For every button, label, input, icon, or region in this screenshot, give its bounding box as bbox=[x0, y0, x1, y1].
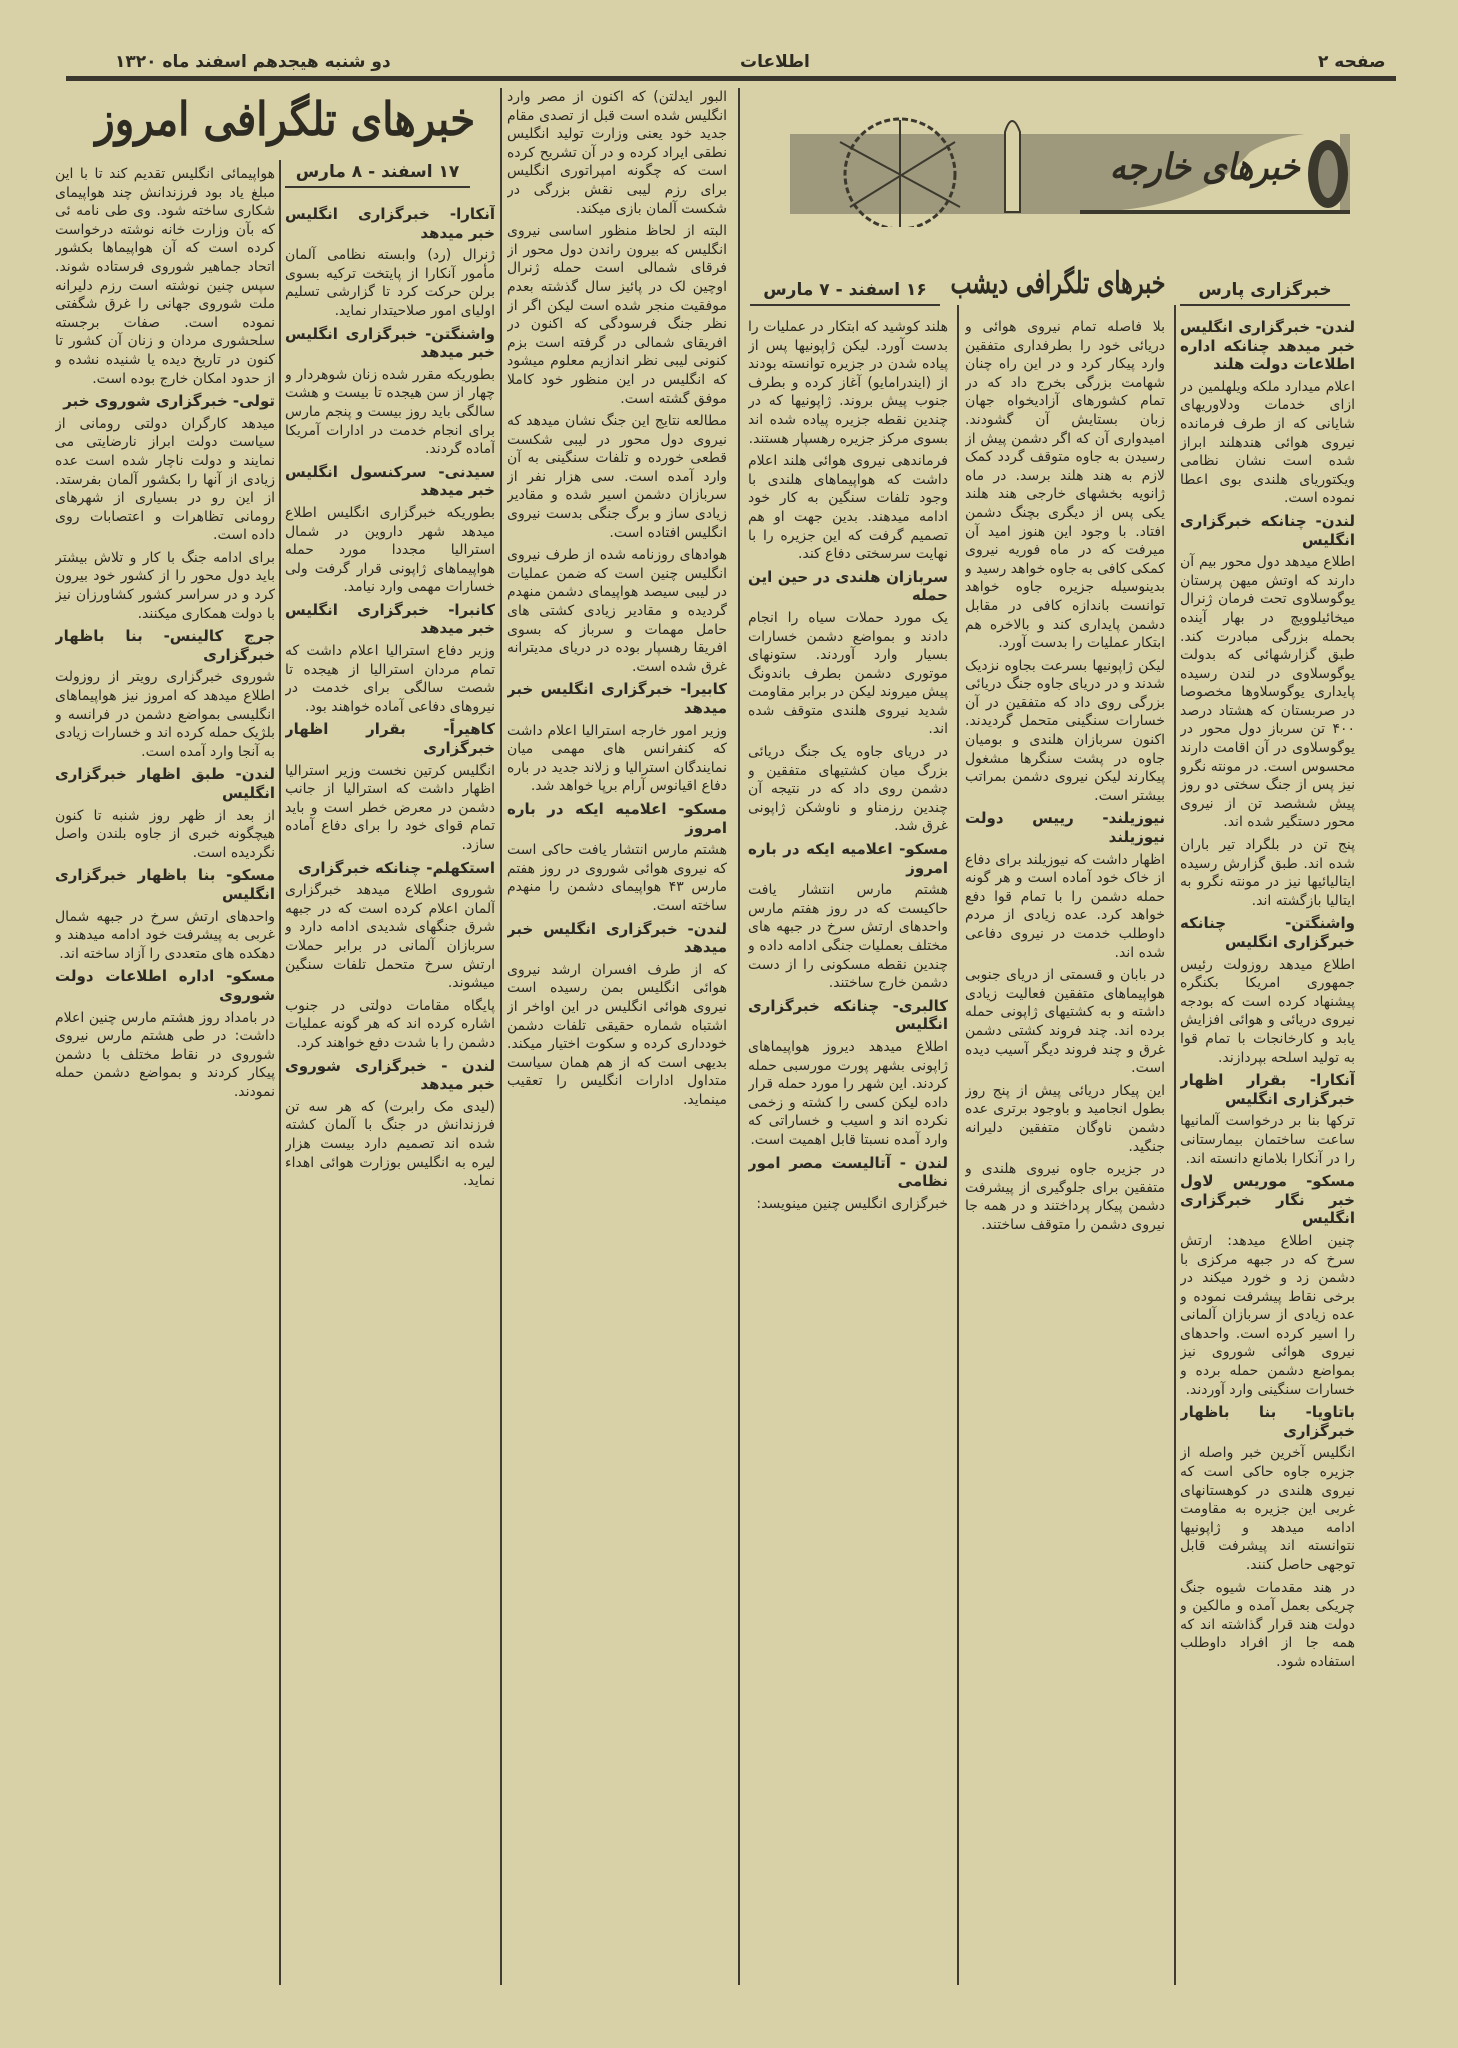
column-rule bbox=[738, 88, 740, 1985]
news-paragraph: اظهار داشت که نیوزیلند برای دفاع از خاک خود آماده است و هر گونه حمله دشمن را با تمام قوا دفع خواهد کرد. عده زیادی از مردم داوطلب خدمت در نیروی دفاعی شده اند. bbox=[965, 851, 1165, 961]
news-dateline: مسکو- موریس لاول خبر نگار خبرگزاری انگلیس bbox=[1180, 1172, 1355, 1228]
column-rule bbox=[500, 88, 502, 1985]
news-paragraph: لیکن ژاپونیها بسرعت بجاوه نزدیک شدند و در دریای جاوه جنگ دریائی بزرگی روی داد که متفقین در آن خسارات سنگینی متحمل گردیدند. اکنون سربازان هلندی و بومیان جاوه در پشت سنگرها مشغول پیکارند لیکن نیروی دشمن بمراتب بیشتر است. bbox=[965, 657, 1165, 804]
news-dateline: مسکو- اداره اطلاعات دولت شوروی bbox=[55, 967, 275, 1004]
news-paragraph: بطوریکه خبرگزاری انگلیس اطلاع میدهد شهر داروین در شمال استرالیا مجددا مورد حمله هواپیماهای ژاپونی قرار گرفت ولی خسارات مهمی وارد نیامد. bbox=[285, 504, 495, 596]
news-dateline: لندن- خبرگزاری انگلیس خبر میدهد bbox=[507, 919, 727, 957]
left-headline: خبرهای تلگرافی امروز bbox=[95, 92, 475, 146]
news-dateline: کانبرا- خبرگزاری انگلیس خبر میدهد bbox=[285, 600, 495, 638]
news-paragraph: وزیر امور خارجه استرالیا اعلام داشت که کنفرانس های مهمی میان نمایندگان استرالیا و زلاند جدید در باره دفاع اقیانوس آرام برپا خواهد شد. bbox=[507, 722, 727, 795]
news-paragraph: در دریای جاوه یک جنگ دریائی بزرگ میان کشتیهای متفقین و دشمن روی داد که در نتیجه آن چندین رزمناو و ناوشکن ژاپونی غرق شد. bbox=[748, 744, 948, 835]
news-paragraph: ترکها بنا بر درخواست آلمانیها ساعت ساختمان بیمارستانی را در آنکارا بلامانع دانسته اند. bbox=[1180, 1113, 1355, 1167]
news-column-4 bbox=[507, 88, 727, 1978]
column-rule bbox=[279, 160, 281, 1985]
left-date-head: ۱۷ اسفند - ۸ مارس bbox=[285, 162, 470, 188]
column-rule bbox=[1174, 305, 1176, 1985]
news-dateline: واشنگتن- خبرگزاری انگلیس خبر میدهد bbox=[285, 324, 495, 362]
news-paragraph: ژنرال (رد) وابسته نظامی آلمان مأمور آنکارا از پایتخت ترکیه بسوی برلن حرکت کرد تا گزارشی تسلیم اولیای امور صلاحیتدار نماید. bbox=[285, 247, 495, 319]
news-paragraph: مطالعه نتایج این جنگ نشان میدهد که نیروی دول محور در لیبی شکست قطعی خورده و تلفات سنگینی به آن وارد آمده است. سی هزار نفر از سربازان دشمن اسیر شده و مقادیر زیادی ساز و برگ جنگی بدست نیروی انگلیس افتاده است. bbox=[507, 413, 727, 541]
news-paragraph: فرماندهی نیروی هوائی هلند اعلام داشت که هواپیماهای هلندی با وجود تلفات سنگین به کار خود ادامه میدهند. بدین جهت او هم تصمیم گرفت که این جزیره را با نهایت سرسختی دفاع کند. bbox=[748, 453, 948, 563]
right-headline: خبرهای تلگرافی دیشب bbox=[950, 266, 1165, 301]
news-column-2 bbox=[965, 318, 1165, 1980]
news-column-6 bbox=[55, 165, 275, 1975]
foreign-news-banner bbox=[780, 112, 1380, 227]
news-dateline: سیدنی- سرکنسول انگلیس خبر میدهد bbox=[285, 462, 495, 500]
banner-title: خبرهای خارجه bbox=[1110, 146, 1300, 188]
news-dateline: لندن - خبرگزاری شوروی خبر میدهد bbox=[285, 1056, 495, 1094]
news-paragraph: بطوریکه مقرر شده زنان شوهردار و چهار از سن هیجده تا بیست و هشت سالگی باید روز بیست و پنجم مارس برای انجام خدمت در ادارات آمریکا آماده گردند. bbox=[285, 366, 495, 458]
news-paragraph: چنین اطلاع میدهد: ارتش سرخ که در جبهه مرکزی با دشمن زد و خورد میکند در برخی نقاط پیشرفت نموده و عده زیادی از سربازان آلمانی را اسیر کرده است. واحدهای نیروی هوائی شوروی نیز بمواضع دشمن حمله برده و خسارات سنگینی وارد آوردند. bbox=[1180, 1232, 1355, 1398]
news-dateline: لندن - آتالیست مصر امور نظامی bbox=[748, 1153, 948, 1191]
news-paragraph: هواپیمائی انگلیس تقدیم کند تا با این مبلغ یاد بود فرزندانش چند هواپیمای شکاری ساخته شود. وی طی نامه ئی که بآن وزارت خانه نوشته درخواست کرده است که آن هواپیماها بکشور اتحاد جماهیر شوروی فرستاده شوند. سپس چنین نوشته است رزم دلیرانه ملت شوروی جهانی را غرق شگفتی نموده است. صفات برجسته سلحشوری مردان و زنان آن کشور تا کنون در تاریخ دیده یا شنیده نشده و از حدود امکان خارج بوده است. bbox=[55, 166, 275, 387]
news-dateline: مسکو- بنا باظهار خبرگزاری انگلیس bbox=[55, 866, 275, 903]
banner-title-box bbox=[1110, 146, 1300, 196]
news-dateline: کالبری- چنانکه خبرگزاری انگلیس bbox=[748, 996, 948, 1034]
news-paragraph: خبرگزاری انگلیس چنین مینویسد: bbox=[756, 1195, 948, 1212]
news-dateline: لندن- چنانکه خبرگزاری انگلیس bbox=[1180, 511, 1355, 549]
news-dateline: تولی- خبرگزاری شوروی خبر bbox=[63, 392, 275, 411]
news-paragraph: وزیر دفاع استرالیا اعلام داشت که تمام مردان استرالیا از هیجده تا شصت سالگی برای خدمت در نیروهای دفاعی آماده خواهند بود. bbox=[285, 643, 495, 715]
news-paragraph: در بابان و قسمتی از دریای جنوبی هواپیماهای متفقین فعالیت زیادی داشته و به کشتیهای ژاپونی حمله برده اند. چند فروند کشتی دشمن غرق و چند فروند دیگر آسیب دیده است. bbox=[965, 967, 1165, 1077]
right-date-head: ۱۶ اسفند - ۷ مارس bbox=[750, 280, 940, 306]
newspaper-name: اطلاعات bbox=[740, 52, 810, 72]
news-paragraph: انگلیس آخرین خبر واصله از جزیره جاوه حاکی است که نیروی هلندی در کوهستانهای غربی این جزیره به مقاومت ادامه میدهد و ژاپونیها نتوانسته اند پیشرفت قابل توجهی حاصل کنند. bbox=[1180, 1445, 1355, 1573]
news-paragraph: از بعد از ظهر روز شنبه تا کنون هیچگونه خبری از جاوه بلندن واصل نگردیده است. bbox=[55, 807, 275, 861]
news-dateline: سربازان هلندی در حین این حمله bbox=[748, 567, 948, 605]
news-paragraph: اطلاع میدهد دول محور بیم آن دارند که اوتش میهن پرستان یوگوسلاوی تحت فرمان ژنرال میخائیلوویچ در بهار آینده بحمله بزرگی مبادرت کند. طبق گزارشهائی که بدولت یوگوسلاوی در لندن رسیده پایداری یوگوسلاوها مخصوصا در صربستان که هشتاد درصد ۴۰۰ تن سرباز دول محور در یوگوسلاوی در آن اقامت دارند محسوس است. در مونته نگرو نیز پس از جنگ سختی دو روز پیش ششصد تن از نیروی محور دستگیر شده اند. bbox=[1180, 554, 1355, 831]
news-paragraph: در بامداد روز هشتم مارس چنین اعلام داشت: در طی هشتم مارس نیروی شوروی در نقاط مختلف با دشمن پیکار کردند و بمواضع دشمن حمله نمودند. bbox=[55, 1009, 275, 1100]
news-paragraph: البته از لحاظ منظور اساسی نیروی انگلیس که بیرون راندن دول محور از فرقای شمالی است حمله ژنرال اوچین لک در پائیز سال گذشته بعدم موفقیت منجر شده است لیکن اگر از نظر جنگ فرسودگی که اکنون در افریقای شمالی در گرفته است بزم کنونی لیبی نظر اندازیم معلوم میشود که انگلیس در این منظور خود کاملا موفق گشته است. bbox=[507, 223, 727, 407]
news-paragraph: یک مورد حملات سیاه را انجام دادند و بمواضع دشمن خسارات بسیار وارد آوردند. ستونهای موتوری دشمن بطرف باندونگ پیش میروند لیکن در برابر مقاومت شدید نیروی هلندی متوقف شده اند. bbox=[748, 609, 948, 738]
news-dateline: استکهلم- چنانکه خبرگزاری bbox=[297, 858, 495, 877]
news-paragraph: هشتم مارس انتشار یافت حاکی است که نیروی هوائی شوروی در روز هفتم مارس ۴۳ هواپیمای دشمن را منهدم ساخته است. bbox=[507, 842, 727, 914]
news-column-3 bbox=[748, 318, 948, 1980]
news-paragraph: پایگاه مقامات دولتی در جنوب اشاره کرده اند که هر گونه عملیات دشمن را با شدت دفع خواهند کرد. bbox=[285, 997, 495, 1051]
news-dateline: لندن- طبق اظهار خبرگزاری انگلیس bbox=[55, 765, 275, 802]
news-paragraph: هوادهای روزنامه شده از طرف نیروی انگلیس چنین است که ضمن عملیات در لیبی سیصد هواپیمای دشمن منهدم گردیده و مقادیر زیادی کشتی های حامل مهمات و سرباز که بسوی افریقا رهسپار بوده در دریای مدیترانه غرق شده است. bbox=[507, 547, 727, 675]
news-paragraph: اطلاع میدهد دیروز هواپیماهای ژاپونی بشهر پورت مورسبی حمله کردند. این شهر را مورد حمله قرار داده لیکن کسی را کشته و زخمی نکرده اند و اسیب و خساراتی که وارد آمده نسبتا قابل اهمیت است. bbox=[748, 1038, 948, 1148]
news-paragraph: برای ادامه جنگ با کار و تلاش بیشتر باید دول محور را از کشور خود بیرون کرد و در سراسر کشور کشاورزان نیز با دولت همکاری میکنند. bbox=[55, 549, 275, 622]
news-paragraph: شوروی اطلاع میدهد خبرگزاری آلمان اعلام کرده است که در جبهه شرق جنگهای شدیدی ادامه دارد و سربازان آلمانی در برابر حملات ارتش سرخ متحمل تلفات سنگین میشوند. bbox=[285, 882, 495, 992]
news-paragraph: شوروی خبرگزاری رویتر از روزولت اطلاع میدهد که امروز نیز هواپیماهای انگلیسی بمواضع دشمن در فرانسه و بلژیک حمله کرده اند و خسارات زیادی به آنجا وارد آمده است. bbox=[55, 669, 275, 760]
news-paragraph: هشتم مارس انتشار یافت حاکیست که در روز هفتم مارس واحدهای ارتش سرخ در جبهه های مختلف بعملیات جنگی ادامه داده و چندین نقطه مسکونی را از دست دشمن خارج ساختند. bbox=[748, 882, 948, 992]
news-paragraph: واحدهای ارتش سرخ در جبهه شمال غربی به پیشرفت خود ادامه میدهند و دهکده های متعددی را آزاد ساخته اند. bbox=[55, 908, 275, 962]
news-column-5 bbox=[285, 205, 495, 1975]
right-headline-box bbox=[950, 266, 1165, 308]
news-paragraph: اطلاع میدهد روزولت رئیس جمهوری امریکا بکنگره پیشنهاد کرده است که بودجه نیروی دریائی و هوائی افزایش یابد و کارخانجات با تمام قوا به تولید اسلحه بپردازند. bbox=[1180, 956, 1355, 1066]
page-number: صفحه ۲ bbox=[1318, 52, 1386, 72]
news-paragraph: بلا فاصله تمام نیروی هوائی و دریائی خود را بطرفداری متفقین وارد پیکار کرد و در این راه چنان شهامت بزرگی بخرج داد که در تمام کشورهای آزادیخواه جهان زبان بستایش آن گشودند. امیدواری آن که اگر دشمن پیش از رسیدن به جاوه متوقف گردد کمک لازم به هند هلند برسد. در ماه ژانویه بخشهای خارجی هند هلند یکی پس از دیگری بچنگ دشمن افتاد. با وجود این هنوز امید آن میرفت که در ماه فوریه نیروی کمکی کافی به جاوه خواهد رسید و بدینوسیله جزیره جاوه خواهد توانست باندازه کافی در مقابل دشمن پایداری کند و بالاخره هم ابتکار عملیات را بدست آورد. bbox=[965, 319, 1165, 652]
masthead-rule bbox=[66, 76, 1396, 81]
news-dateline: مسکو- اعلامیه ایکه در باره امروز bbox=[507, 799, 727, 837]
news-dateline: کاهیراً- بقرار اظهار خبرگزاری bbox=[285, 720, 495, 758]
news-paragraph: میدهد کارگران دولتی رومانی از سیاست دولت ابراز نارضایتی می نمایند و دولت ناچار شده است عده زیادی از آنها را بکشور آلمان بفرستد. از این رو در بسیاری از شهرهای رومانی تظاهرات و اعتصابات روی داده است. bbox=[55, 415, 275, 544]
news-paragraph: در هند مقدمات شیوه جنگ چریکی بعمل آمده و مالکین و دولت هند قرار گذاشته اند که همه جا از افراد داوطلب استفاده شود. bbox=[1180, 1579, 1355, 1670]
news-paragraph: البور ایدلتن) که اکنون از مصر وارد انگلیس شده است قبل از تصدی مقام جدید خود یعنی وزارت تولید انگلیس نطقی ایراد کرده و در آن تشریح کرده است که چگونه امپراتوری انگلیس برای رزم لیبی نقش بزرگی در شکست آلمان بازی میکند. bbox=[507, 89, 727, 217]
news-dateline: مسکو- اعلامیه ایکه در باره امروز bbox=[748, 840, 948, 877]
news-paragraph: (لیدی مک رابرت) که هر سه تن فرزندانش در جنگ با آلمان کشته شده اند تصمیم دارد بیست هزار لیره به انگلیس بوزارت هوائی اهداء نماید. bbox=[285, 1098, 495, 1190]
column-rule bbox=[957, 305, 959, 1985]
news-paragraph: هلند کوشید که ابتکار در عملیات را بدست آورد. لیکن ژاپونیها پس از پیاده شدن در جزیره توانسته بودند از (ایندرامایو) آغاز کرده و بطرف جنوب پیش بروند. ژاپونیها که در چندین نقطه جزیره پیاده شده اند بسوی مرکز جزیره رهسپار هستند. bbox=[748, 319, 948, 447]
news-dateline: واشنگتن- چنانکه خبرگزاری انگلیس bbox=[1180, 914, 1355, 951]
news-dateline: کابیرا- خبرگزاری انگلیس خبر میدهد bbox=[507, 680, 727, 717]
news-paragraph: پنج تن در بلگراد تیر باران شده اند. طبق گزارش رسیده ایتالیائیها نیز در مونته نگرو به ایتالیا بازگشته اند. bbox=[1180, 837, 1355, 909]
issue-date: دو شنبه هیجدهم اسفند ماه ۱۳۲۰ bbox=[115, 52, 391, 72]
news-paragraph: اعلام میدارد ملکه ویلهلمین در ازای خدمات ودلاوریهای شایانی که از طرف فرمانده نیروی هوائی هندهلند ابراز شده است نشان نظامی ویکتوریای هلندی بوی اعطا نموده است. bbox=[1180, 378, 1355, 507]
news-paragraph: که از طرف افسران ارشد نیروی هوائی انگلیس بمن رسیده است نیروی هوائی انگلیس در این اواخر از اشتباه شماره حقیقی تلفات دشمن خودداری کرده و سکوت اختیار میکند. بدیهی است که از هم همان سیاست متداول ادارات انگلیس را تعقیب مینماید. bbox=[507, 961, 727, 1108]
news-dateline: آنکارا- بقرار اظهار خبرگزاری انگلیس bbox=[1180, 1071, 1355, 1108]
news-dateline: لندن- خبرگزاری انگلیس خبر میدهد چنانکه اداره اطلاعات دولت هلند bbox=[1180, 318, 1355, 374]
news-paragraph: این پیکار دریائی پیش از پنج روز بطول انجامید و باوجود برتری عده دشمن ناوگان متفقین دلیرانه جنگید. bbox=[965, 1082, 1165, 1155]
news-dateline: جرج کالینس- بنا باظهار خبرگزاری bbox=[55, 627, 275, 664]
news-dateline: نیوزیلند- رییس دولت نیوزیلند bbox=[965, 809, 1165, 847]
news-column-1 bbox=[1180, 318, 1355, 1980]
news-dateline: باتاویا- بنا باظهار خبرگزاری bbox=[1180, 1403, 1355, 1440]
news-paragraph: انگلیس کرتین نخست وزیر استرالیا اظهار داشت که استرالیا از جانب دشمن در معرض خطر است و باید تمام قوای خود را برای دفاع آماده سازد. bbox=[285, 762, 495, 853]
agency-head: خبرگزاری پارس bbox=[1180, 280, 1350, 306]
news-paragraph: در جزیره جاوه نیروی هلندی و متفقین برای جلوگیری از پیشرفت دشمن پیکار پرداختند و در همه جا نیروی دشمن را متوقف ساختند. bbox=[965, 1161, 1165, 1233]
news-dateline: آنکارا- خبرگزاری انگلیس خبر میدهد bbox=[285, 205, 495, 242]
left-headline-box bbox=[95, 92, 475, 152]
